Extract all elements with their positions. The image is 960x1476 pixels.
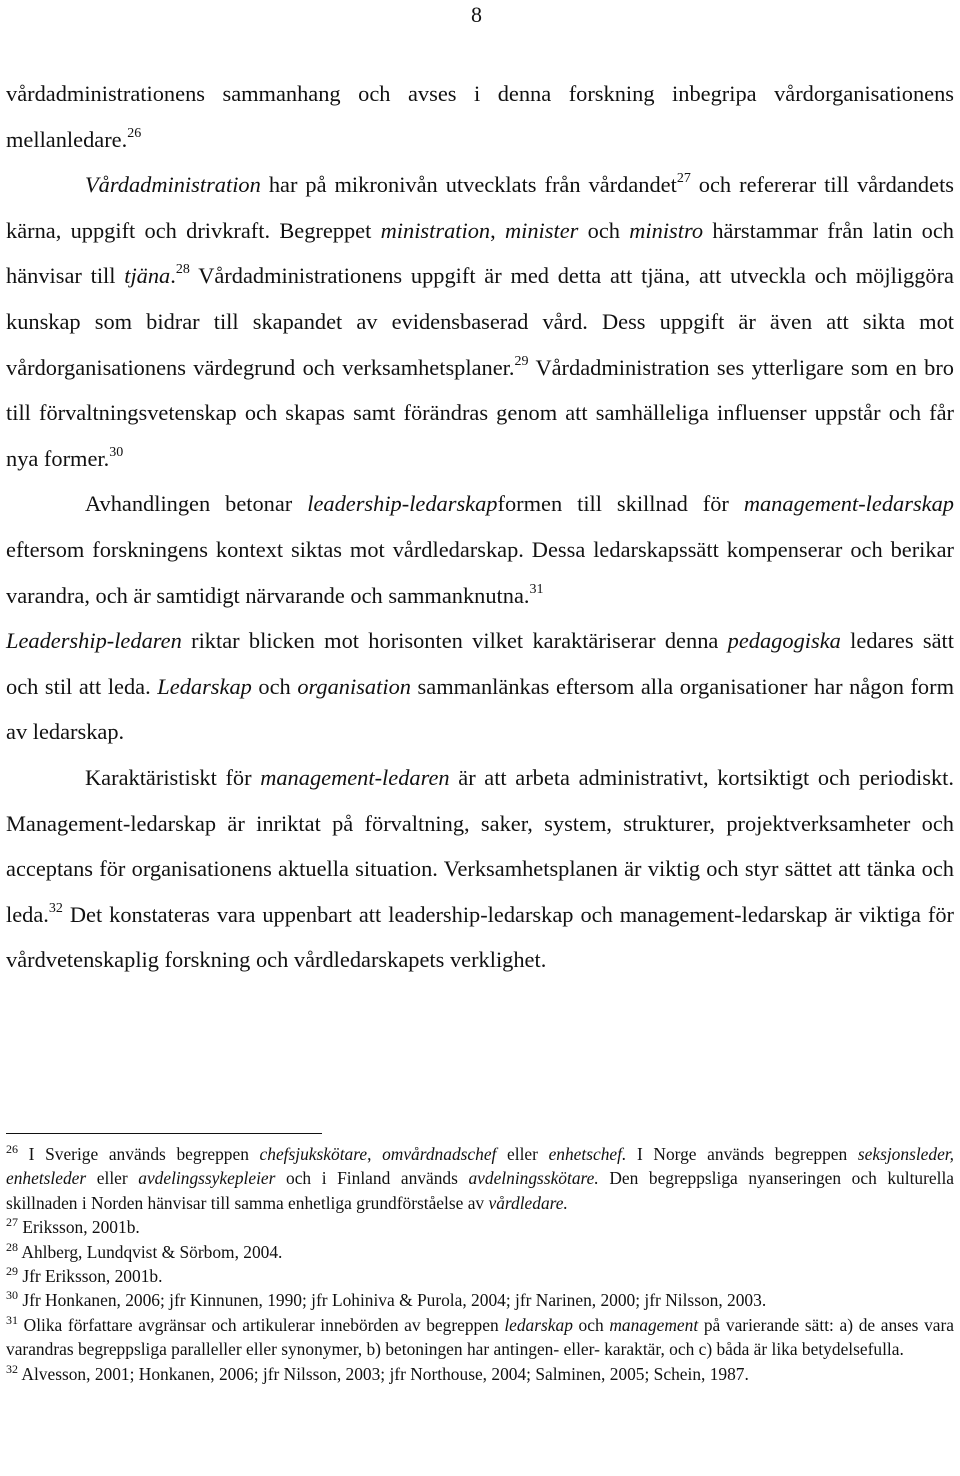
text: är att arbeta administrativt, kortsiktigt och periodiskt. Management-ledarskap är inriktat på förvaltning, saker, system, strukturer, projektverksamheter och acceptans för organisationens aktuella situation. Verksamhetsplanen är viktig och styr sättet att tänka och leda. bbox=[6, 764, 954, 927]
footnote-number: 26 bbox=[6, 1142, 18, 1156]
text: eller bbox=[86, 1168, 139, 1189]
emphasis: avdelingssykepleier bbox=[138, 1168, 276, 1189]
footnote-number: 29 bbox=[6, 1264, 18, 1279]
emphasis: vårdledare. bbox=[488, 1192, 568, 1213]
page-number: 8 bbox=[471, 2, 482, 27]
text: Karaktäristiskt för bbox=[85, 764, 261, 790]
footnote-ref-30[interactable]: 30 bbox=[109, 444, 124, 460]
footnote-27 bbox=[6, 1215, 954, 1239]
footnote-ref-31[interactable]: 31 bbox=[529, 581, 544, 597]
text: Avhandlingen betonar bbox=[85, 491, 308, 517]
text: och bbox=[578, 217, 630, 243]
footnote-number: 30 bbox=[6, 1288, 18, 1303]
footnote-29 bbox=[6, 1264, 954, 1288]
emphasis: minister bbox=[504, 217, 579, 243]
text: Den begreppsliga nyanseringen och kulturella skillnaden i Norden hänvisar till samma enhetliga grundförståelse av bbox=[6, 1168, 954, 1213]
emphasis: chefsjukskötare bbox=[259, 1144, 368, 1164]
text: . bbox=[170, 263, 176, 289]
emphasis: ministration bbox=[380, 217, 491, 243]
text: Ahlberg, Lundqvist & Sörbom, 2004. bbox=[18, 1241, 283, 1262]
emphasis: management-ledaren bbox=[260, 764, 450, 790]
text: Vårdadministration ses ytterligare som en bro till förvaltningsvetenskap och skapas samt förändras genom att samhälleliga influenser uppstår och får nya former. bbox=[6, 354, 954, 471]
text: riktar blicken mot horisonten vilket karaktäriserar denna bbox=[181, 628, 728, 654]
body-text bbox=[6, 71, 954, 983]
text: Det konstateras vara uppenbart att leadership-ledarskap och management-ledarskap är viktiga för vårdvetenskaplig forskning och vårdledarskapets verklighet. bbox=[6, 901, 954, 973]
footnotes bbox=[6, 1142, 954, 1386]
text: och refererar till vårdandets kärna, uppgift och drivkraft. Begreppet bbox=[6, 172, 954, 243]
emphasis: Leadership-ledaren bbox=[6, 628, 182, 654]
footnote-separator bbox=[6, 1133, 322, 1134]
emphasis: ministro bbox=[629, 217, 704, 243]
footnote-ref-27[interactable]: 27 bbox=[676, 171, 691, 187]
emphasis: management-ledarskap bbox=[743, 491, 954, 517]
text: Olika författare avgränsar och artikulerar innebörden av begreppen bbox=[18, 1314, 505, 1335]
emphasis: Vårdadministration bbox=[85, 172, 261, 198]
emphasis: pedagogiska bbox=[727, 628, 841, 654]
footnote-28 bbox=[6, 1240, 954, 1264]
emphasis: enhetschef. bbox=[548, 1144, 627, 1164]
text: Vårdadministrationens uppgift är med detta att tjäna, att utveckla och möjliggöra kunskap som bidrar till skapandet av evidensbaserad vård. Dess uppgift är även att sikta mot vårdorganisationens värdegrund och verksamhetsplaner. bbox=[6, 263, 954, 380]
text: och bbox=[251, 673, 298, 699]
emphasis: ledarskap bbox=[504, 1314, 573, 1335]
text: , bbox=[490, 217, 505, 243]
text: , bbox=[367, 1144, 383, 1164]
text: vårdadministrationens sammanhang och avses i denna forskning inbegripa vårdorganisationens mellanledare. bbox=[6, 81, 954, 152]
text: Jfr Honkanen, 2006; jfr Kinnunen, 1990; jfr Lohiniva & Purola, 2004; jfr Narinen, 2000; jfr Nilsson, 2003. bbox=[18, 1290, 767, 1311]
footnote-ref-26[interactable]: 26 bbox=[127, 125, 142, 141]
footnote-30 bbox=[6, 1288, 954, 1312]
emphasis: leadership-ledarskap bbox=[307, 491, 498, 517]
footnote-ref-32[interactable]: 32 bbox=[48, 900, 63, 916]
text: Jfr Eriksson, 2001b. bbox=[18, 1266, 163, 1287]
footnote-number: 28 bbox=[6, 1239, 18, 1254]
emphasis: tjäna bbox=[124, 263, 171, 289]
paragraph-1 bbox=[6, 71, 954, 162]
paragraph-2 bbox=[6, 162, 954, 481]
emphasis: seksjonsleder, enhetsleder bbox=[6, 1144, 954, 1189]
footnote-31 bbox=[6, 1313, 954, 1362]
emphasis: Ledarskap bbox=[157, 673, 252, 699]
text: har på mikronivån utvecklats från vårdandet bbox=[260, 172, 677, 198]
emphasis: organisation bbox=[297, 673, 411, 699]
text: formen till skillnad för bbox=[497, 491, 744, 517]
emphasis: management bbox=[609, 1314, 699, 1335]
text: I Sverige används begreppen bbox=[18, 1144, 260, 1164]
text: på varierande sätt: a) de anses vara varandras begreppsliga paralleller eller synonymer, b) betoningen har antingen- eller- karaktär, och c) båda är lika betydelsefulla. bbox=[6, 1314, 954, 1360]
text: och i Finland används bbox=[275, 1168, 469, 1189]
footnote-32 bbox=[6, 1362, 954, 1386]
footnote-number: 31 bbox=[6, 1312, 18, 1327]
footnote-ref-29[interactable]: 29 bbox=[514, 353, 529, 369]
text: härstammar från latin och hänvisar till bbox=[6, 217, 955, 289]
footnote-26 bbox=[6, 1142, 954, 1215]
text: och bbox=[572, 1314, 610, 1335]
text: I Norge används begreppen bbox=[626, 1144, 858, 1164]
footnote-ref-28[interactable]: 28 bbox=[175, 262, 190, 278]
text: eller bbox=[496, 1144, 549, 1164]
paragraph-4 bbox=[6, 755, 954, 983]
footnote-number: 27 bbox=[6, 1215, 18, 1230]
text: sammanlänkas eftersom alla organisationer har någon form av ledarskap. bbox=[6, 673, 954, 745]
text: eftersom forskningens kontext siktas mot vårdledarskap. Dessa ledarskapssätt kompenserar och berikar varandra, och är samtidigt närvarande och sammanknutna. bbox=[6, 536, 954, 608]
text: ledares sätt och stil att leda. bbox=[6, 628, 954, 699]
emphasis: omvårdnadschef bbox=[382, 1144, 497, 1164]
paragraph-3 bbox=[6, 481, 954, 755]
text: Eriksson, 2001b. bbox=[18, 1217, 140, 1238]
emphasis: avdelningsskötare. bbox=[468, 1168, 599, 1189]
text: Alvesson, 2001; Honkanen, 2006; jfr Nilsson, 2003; jfr Northouse, 2004; Salminen, 2005; Schein, 1987. bbox=[18, 1363, 749, 1384]
footnote-number: 32 bbox=[6, 1361, 18, 1376]
